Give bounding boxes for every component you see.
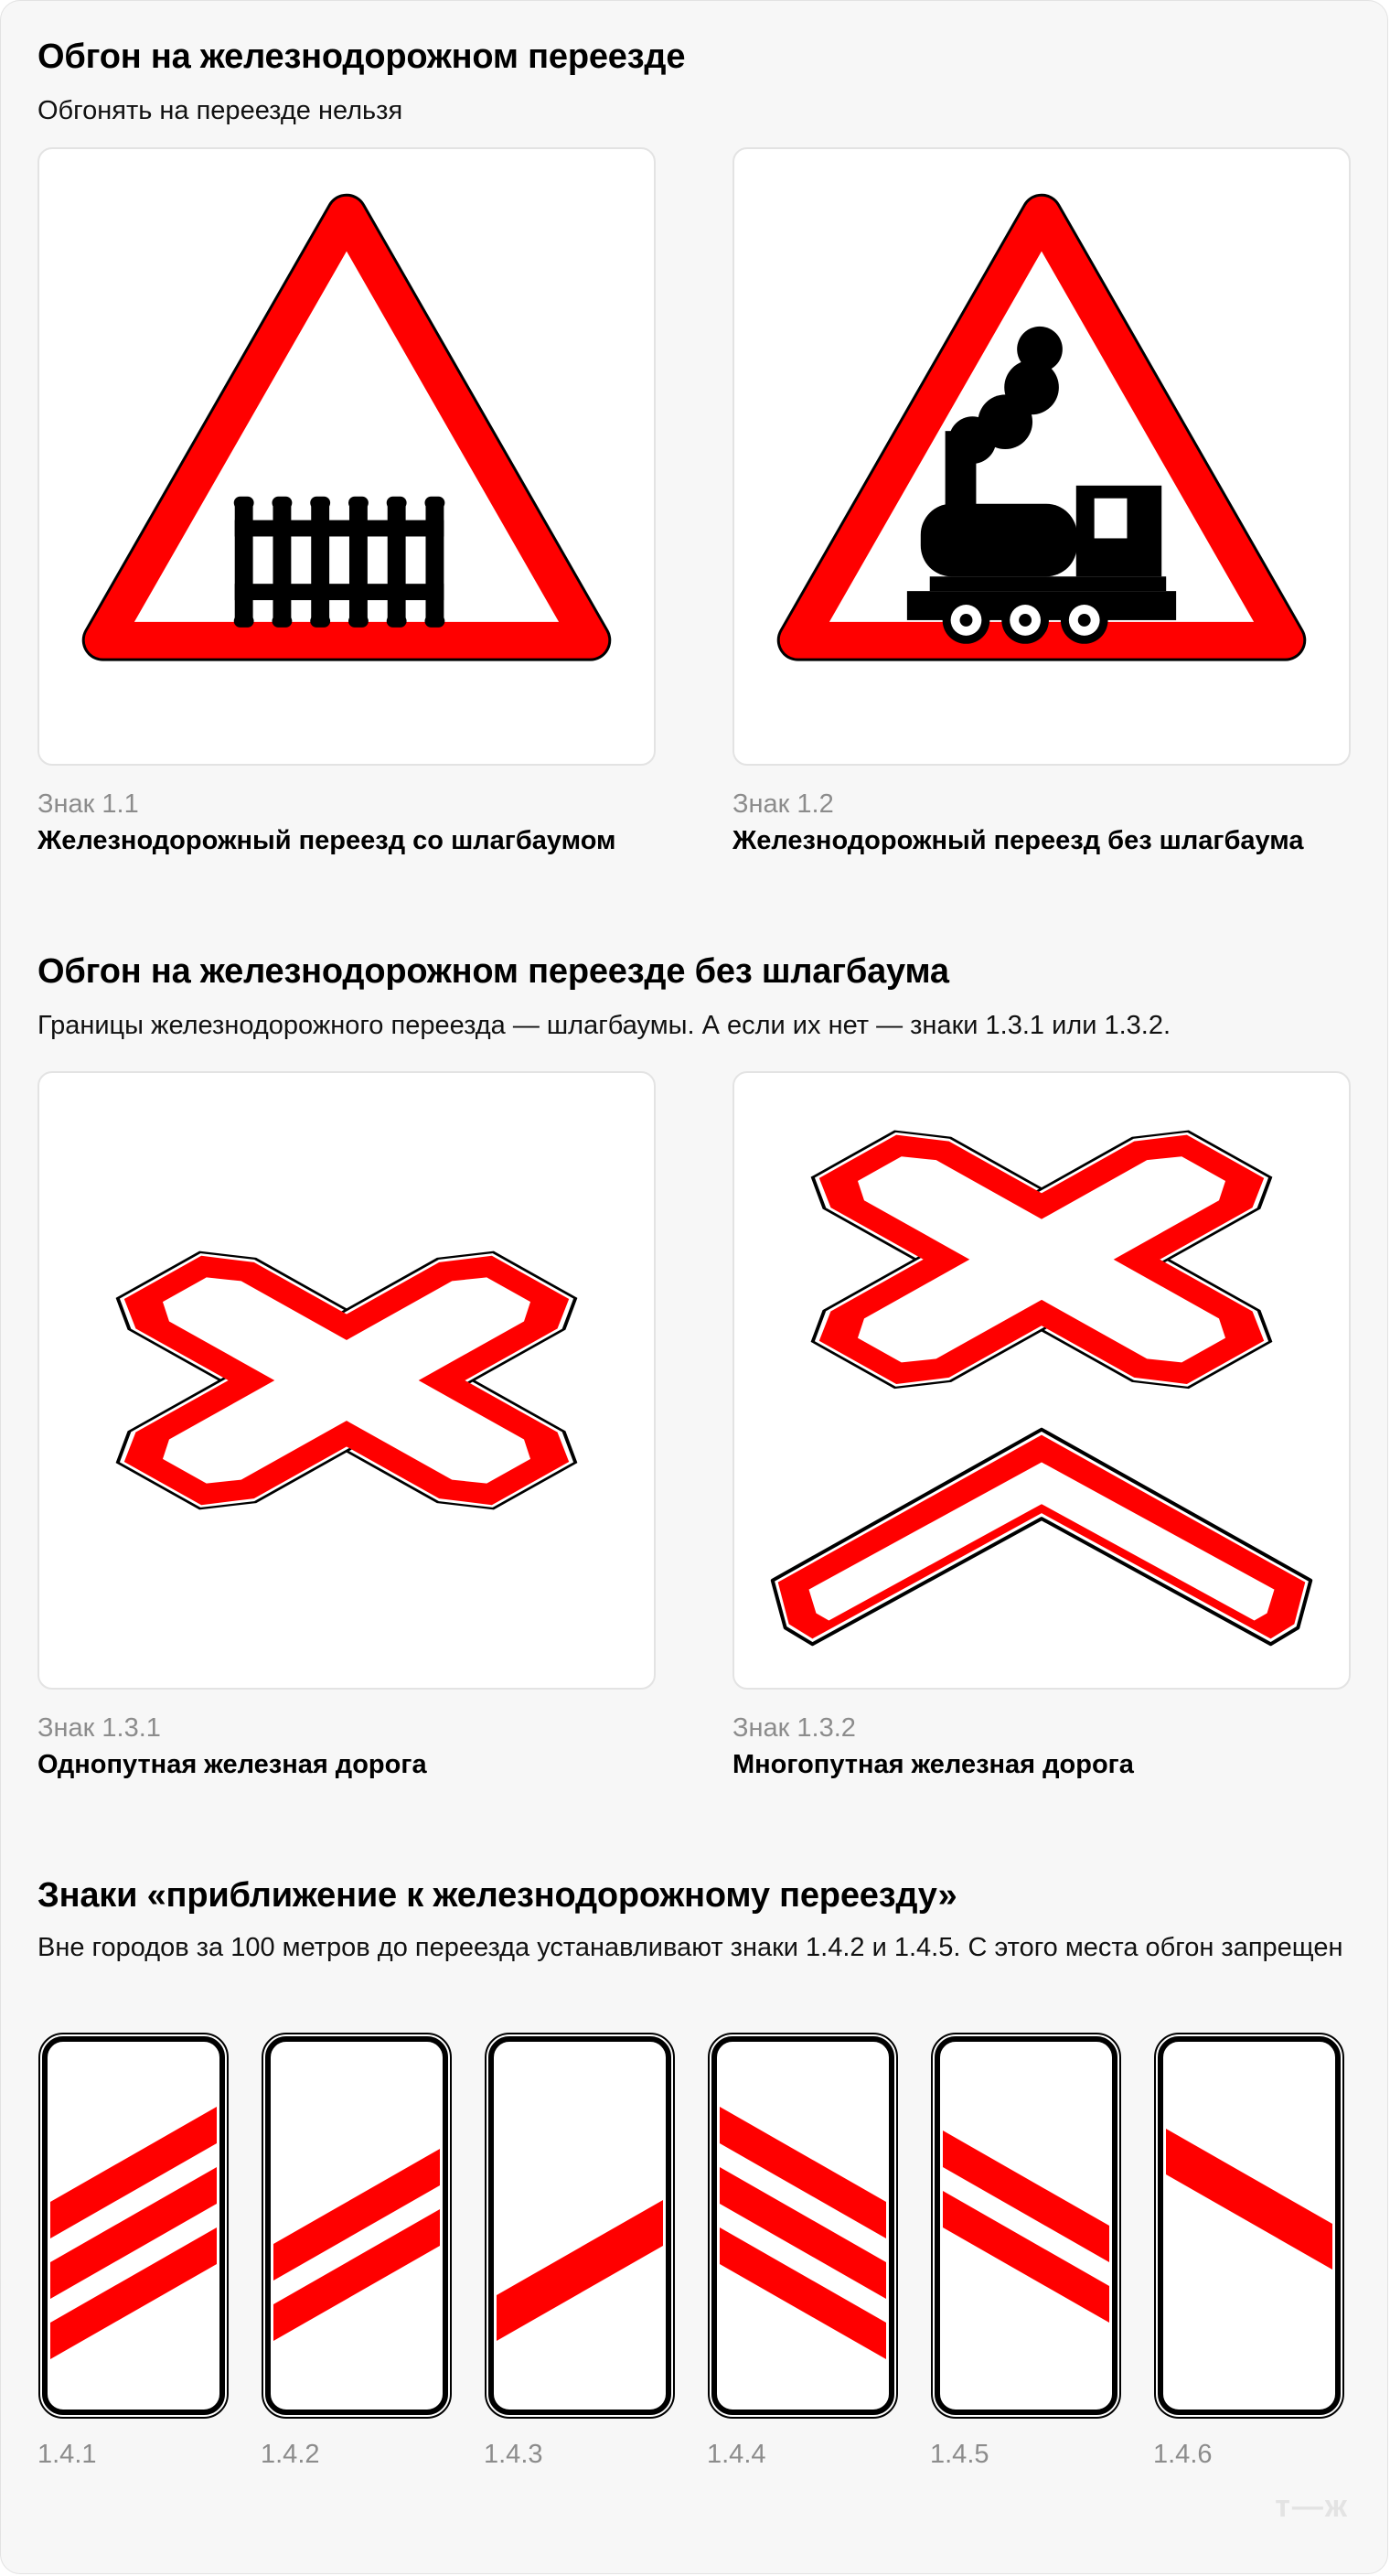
section2-title: Обгон на железнодорожном переезде без шлагбаума [37,952,949,991]
sign-1-3-2-number: Знак 1.3.2 [732,1713,856,1743]
sign-1-3-2-card [732,1071,1351,1690]
sign-1-1-name: Железнодорожный переезд со шлагбаумом [37,826,616,855]
sign-1-2-card [732,147,1351,766]
sign-1-3-1-card [37,1071,656,1690]
level-crossing-with-barrier-sign [39,149,654,764]
sign-1-4-6 [1153,2032,1345,2420]
section3-subtitle: Вне городов за 100 метров до переезда устанавливают знаки 1.4.2 и 1.4.5. С этого места обгон запрещен [37,1933,1343,1962]
sign-1-4-1 [37,2032,230,2420]
sign-1-3-1-number: Знак 1.3.1 [37,1713,161,1743]
sign-1-4-3 [484,2032,676,2420]
sign-1-4-6-label: 1.4.6 [1153,2440,1213,2469]
section3-title: Знаки «приближение к железнодорожному переезду» [37,1876,957,1915]
sign-1-4-5-label: 1.4.5 [930,2440,989,2469]
sign-1-4-2 [261,2032,453,2420]
multi-track-railway-sign [734,1073,1349,1688]
sign-1-2-name: Железнодорожный переезд без шлагбаума [732,826,1304,855]
sign-1-4-5 [930,2032,1122,2420]
sign-1-3-1-name: Однопутная железная дорога [37,1750,427,1779]
sign-1-4-4 [707,2032,899,2420]
sign-1-1-card [37,147,656,766]
sign-1-1-number: Знак 1.1 [37,789,139,819]
level-crossing-without-barrier-sign [734,149,1349,764]
sign-1-2-number: Знак 1.2 [732,789,834,819]
sign-1-3-2-name: Многопутная железная дорога [732,1750,1134,1779]
sign-1-4-1-label: 1.4.1 [37,2440,97,2469]
section1-title: Обгон на железнодорожном переезде [37,38,686,76]
single-track-railway-sign [39,1073,654,1688]
section2-subtitle: Границы железнодорожного переезда — шлагбаумы. А если их нет — знаки 1.3.1 или 1.3.2. [37,1011,1171,1040]
sign-1-4-3-label: 1.4.3 [484,2440,543,2469]
sign-1-4-2-label: 1.4.2 [261,2440,320,2469]
section1-subtitle: Обгонять на переезде нельзя [37,96,403,125]
sign-1-4-4-label: 1.4.4 [707,2440,766,2469]
brand-logo: т—ж [1275,2489,1349,2524]
